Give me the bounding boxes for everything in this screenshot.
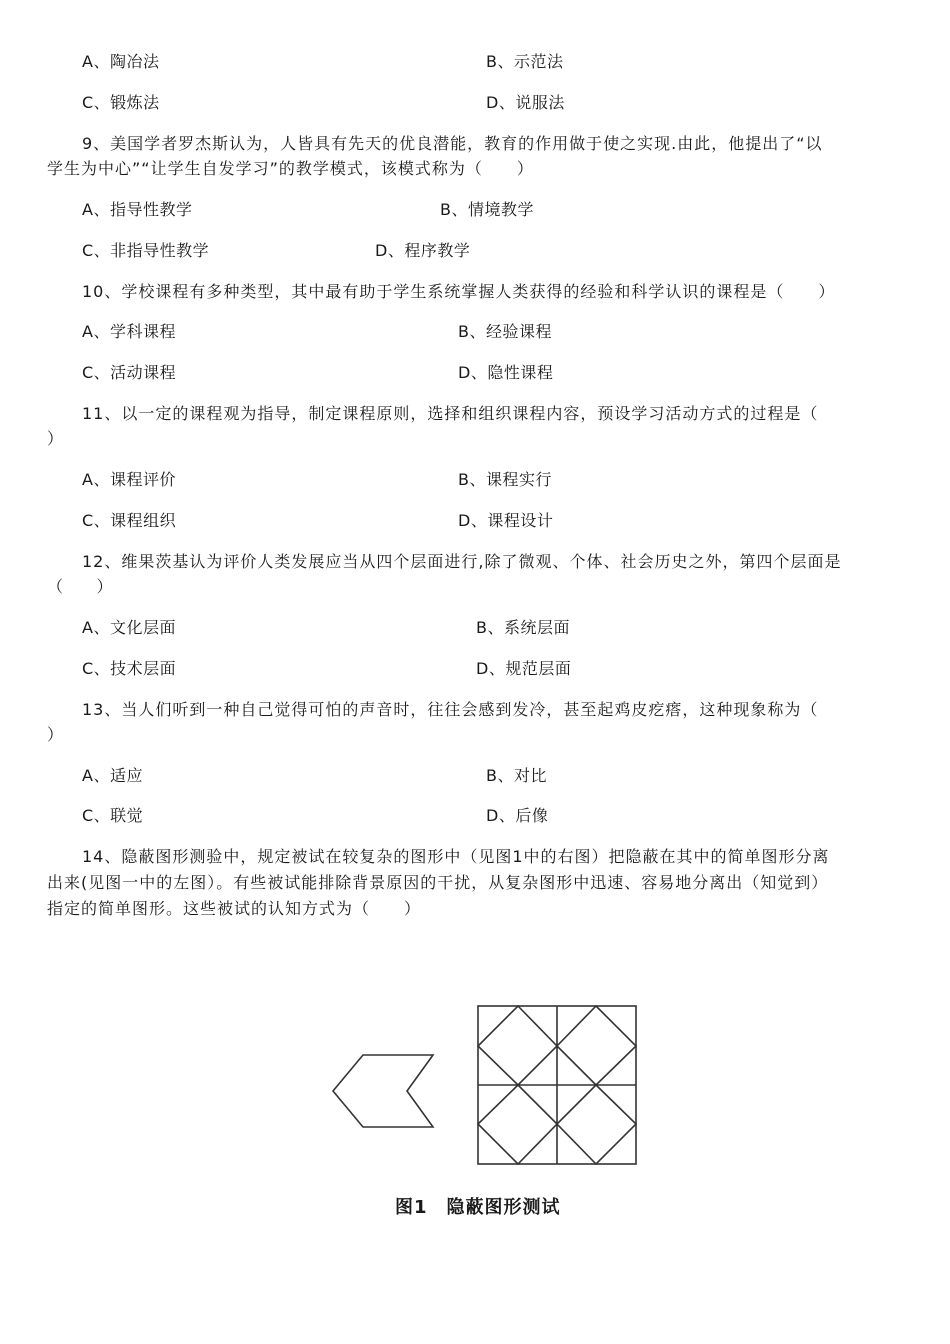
simple-figure — [325, 1050, 440, 1132]
option-c: C、技术层面 — [82, 659, 177, 678]
option-d: D、说服法 — [486, 93, 565, 112]
option-a: A、陶冶法 — [82, 52, 160, 71]
option-b: B、课程实行 — [458, 470, 552, 489]
question-11-line-2: ） — [47, 429, 64, 448]
option-d: D、隐性课程 — [458, 363, 554, 382]
option-c: C、联觉 — [82, 806, 144, 825]
question-10-line-1: 10、学校课程有多种类型，其中最有助于学生系统掌握人类获得的经验和科学认识的课程是（ ） — [82, 282, 836, 301]
option-c: C、课程组织 — [82, 511, 177, 530]
option-b: B、情境教学 — [440, 200, 534, 219]
option-a: A、学科课程 — [82, 322, 176, 341]
option-d: D、规范层面 — [476, 659, 572, 678]
option-d: D、程序教学 — [375, 241, 471, 260]
option-c: C、活动课程 — [82, 363, 177, 382]
question-13-line-1: 13、当人们听到一种自己觉得可怕的声音时，往往会感到发冷，甚至起鸡皮疙瘩，这种现象称为（ — [82, 700, 819, 719]
question-13-line-2: ） — [47, 725, 64, 744]
option-d: D、课程设计 — [458, 511, 554, 530]
hexagon-shape — [333, 1055, 433, 1127]
question-12-line-2: （ ） — [47, 577, 114, 596]
question-14-line-1: 14、隐蔽图形测验中，规定被试在较复杂的图形中（见图1中的右图）把隐蔽在其中的简单图形分离 — [82, 847, 830, 866]
diamond-bottom-right — [557, 1085, 636, 1164]
question-9-line-2: 学生为中心”“让学生自发学习”的教学模式，该模式称为（ ） — [47, 159, 534, 178]
option-a: A、适应 — [82, 766, 143, 785]
question-12-line-1: 12、维果茨基认为评价人类发展应当从四个层面进行,除了微观、个体、社会历史之外，第四个层面是 — [82, 552, 842, 571]
option-a: A、文化层面 — [82, 618, 176, 637]
option-c: C、非指导性教学 — [82, 241, 210, 260]
option-b: B、示范法 — [486, 52, 564, 71]
diamond-top-right — [557, 1006, 636, 1085]
figure-caption: 图1 隐蔽图形测试 — [395, 1197, 561, 1218]
question-14-line-2: 出来(见图一中的左图）。有些被试能排除背景原因的干扰，从复杂图形中迅速、容易地分离出（知觉到） — [47, 873, 829, 892]
option-b: B、系统层面 — [476, 618, 570, 637]
question-9-line-1: 9、美国学者罗杰斯认为，人皆具有先天的优良潜能，教育的作用做于使之实现.由此，他提出了“以 — [82, 134, 823, 153]
option-a: A、指导性教学 — [82, 200, 193, 219]
diamond-bottom-left — [478, 1085, 557, 1164]
diamond-top-left — [478, 1006, 557, 1085]
question-11-line-1: 11、以一定的课程观为指导，制定课程原则，选择和组织课程内容，预设学习活动方式的过程是（ — [82, 404, 819, 423]
option-a: A、课程评价 — [82, 470, 176, 489]
option-b: B、对比 — [486, 766, 547, 785]
option-c: C、锻炼法 — [82, 93, 160, 112]
option-d: D、后像 — [486, 806, 549, 825]
option-b: B、经验课程 — [458, 322, 552, 341]
question-14-line-3: 指定的简单图形。这些被试的认知方式为（ ） — [47, 899, 422, 918]
complex-figure — [470, 998, 642, 1170]
